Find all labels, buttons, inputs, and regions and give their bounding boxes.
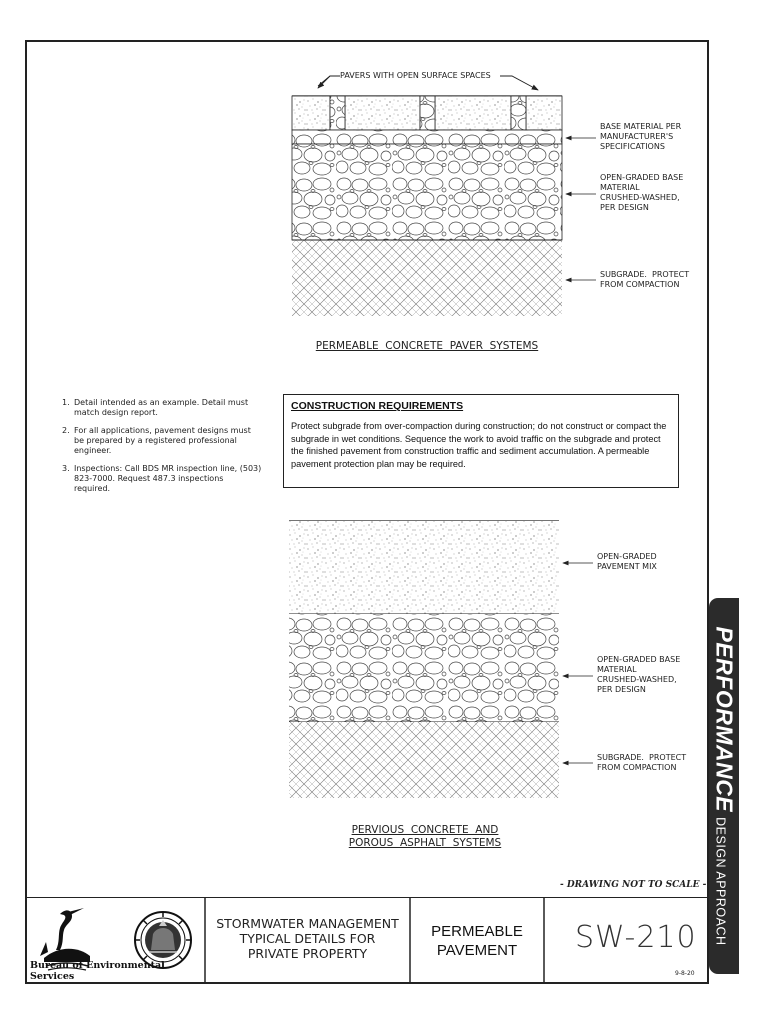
side-tab-title: PERFORMANCE	[711, 626, 738, 813]
title-block-logos	[27, 898, 205, 984]
top-callout-base-material: BASE MATERIAL PER MANUFACTURER'S SPECIFICATIONS	[600, 122, 682, 151]
not-to-scale-note: - DRAWING NOT TO SCALE -	[560, 880, 707, 890]
construction-requirements-box	[283, 394, 679, 488]
note-item: 3. Inspections: Call BDS MR inspection line, (503) 823-7000. Request 487.3 inspections required.	[62, 464, 262, 493]
title-block-sheet-title	[205, 898, 410, 984]
pervious-system-section	[289, 521, 593, 798]
top-callout-open-graded-base: OPEN-GRADED BASE MATERIAL CRUSHED-WASHED, PER DESIGN	[600, 173, 684, 212]
detail-number: SW-210	[575, 920, 697, 955]
construction-requirements-title: CONSTRUCTION REQUIREMENTS	[291, 400, 464, 412]
bottom-callout-pavement-mix: OPEN-GRADED PAVEMENT MIX	[597, 552, 657, 571]
organization-name: Bureau of Environmental Services	[30, 960, 165, 982]
bottom-callout-subgrade: SUBGRADE. PROTECT FROM COMPACTION	[597, 753, 687, 772]
detail-name: PERMEABLE PAVEMENT	[431, 923, 523, 959]
side-tab-subtitle: DESIGN APPROACH	[713, 817, 728, 946]
performance-side-tab-text	[709, 598, 739, 974]
pervious-systems-caption: PERVIOUS CONCRETE AND POROUS ASPHALT SYSTEMS	[348, 824, 502, 849]
note-item: 2. For all applications, pavement designs must be prepared by a registered professional engineer.	[62, 426, 251, 455]
construction-requirements-body: Protect subgrade from over-compaction during construction; do not construct or compact the subgrade in wet conditions. Sequence the work to avoid traffic on the subgrade and protect the finished pavement from construction traffic and sediment accumulation. A permeable pavement protection plan may be required.	[291, 421, 667, 469]
title-block-detail-name	[410, 898, 544, 984]
pavers-label: PAVERS WITH OPEN SURFACE SPACES	[340, 71, 491, 80]
bottom-callout-open-graded-base: OPEN-GRADED BASE MATERIAL CRUSHED-WASHED, PER DESIGN	[597, 655, 681, 694]
note-item: 1. Detail intended as an example. Detail must match design report.	[62, 398, 249, 417]
paver-system-section	[292, 76, 596, 316]
title-block	[27, 897, 707, 984]
top-callout-subgrade: SUBGRADE. PROTECT FROM COMPACTION	[600, 270, 690, 289]
general-notes	[62, 398, 262, 502]
revision-date: 9-8-20	[675, 970, 695, 977]
sheet-title: STORMWATER MANAGEMENT TYPICAL DETAILS FOR PRIVATE PROPERTY	[216, 916, 399, 961]
paver-systems-caption: PERMEABLE CONCRETE PAVER SYSTEMS	[315, 340, 539, 352]
